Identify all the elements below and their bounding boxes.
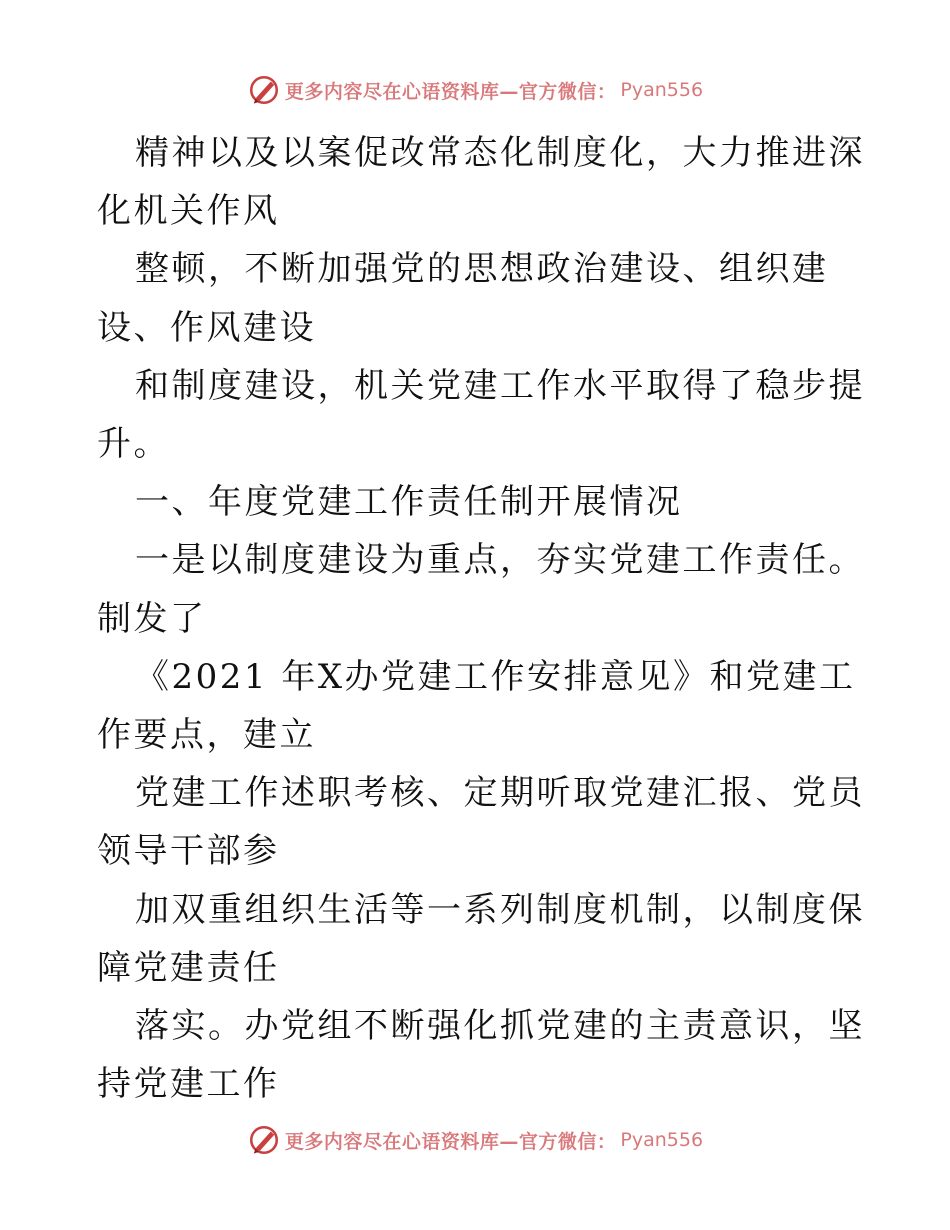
document-body: [97, 124, 877, 1113]
section-heading: 一、年度党建工作责任制开展情况: [135, 482, 683, 523]
watermark-handle: Pyan556: [620, 79, 704, 101]
paragraph: 精神以及以案促改常态化制度化，大力推进深化机关作风: [97, 133, 865, 232]
watermark-header: [0, 70, 950, 110]
watermark-text: 更多内容尽在心语资料库—官方微信：: [284, 80, 617, 103]
paragraph: 和制度建设，机关党建工作水平取得了稳步提升。: [97, 365, 865, 465]
paragraph: 党建工作述职考核、定期听取党建汇报、党员领导干部参: [97, 773, 865, 872]
watermark-footer: [0, 1120, 950, 1160]
paragraph: 落实。办党组不断强化抓党建的主责意识，坚持党建工作: [97, 1006, 865, 1105]
paragraph: 加双重组织生活等一系列制度机制，以制度保障党建责任: [97, 889, 865, 988]
pen-logo-icon: [247, 1123, 281, 1157]
watermark-text: 更多内容尽在心语资料库—官方微信：: [284, 1130, 617, 1153]
watermark-handle: Pyan556: [620, 1129, 704, 1151]
paragraph: 《2021 年X办党建工作安排意见》和党建工作要点，建立: [97, 656, 856, 756]
pen-logo-icon: [247, 73, 281, 107]
paragraph: 整顿，不断加强党的思想政治建设、组织建设、作风建设: [97, 249, 829, 348]
paragraph: 一是以制度建设为重点，夯实党建工作责任。制发了: [97, 540, 865, 639]
